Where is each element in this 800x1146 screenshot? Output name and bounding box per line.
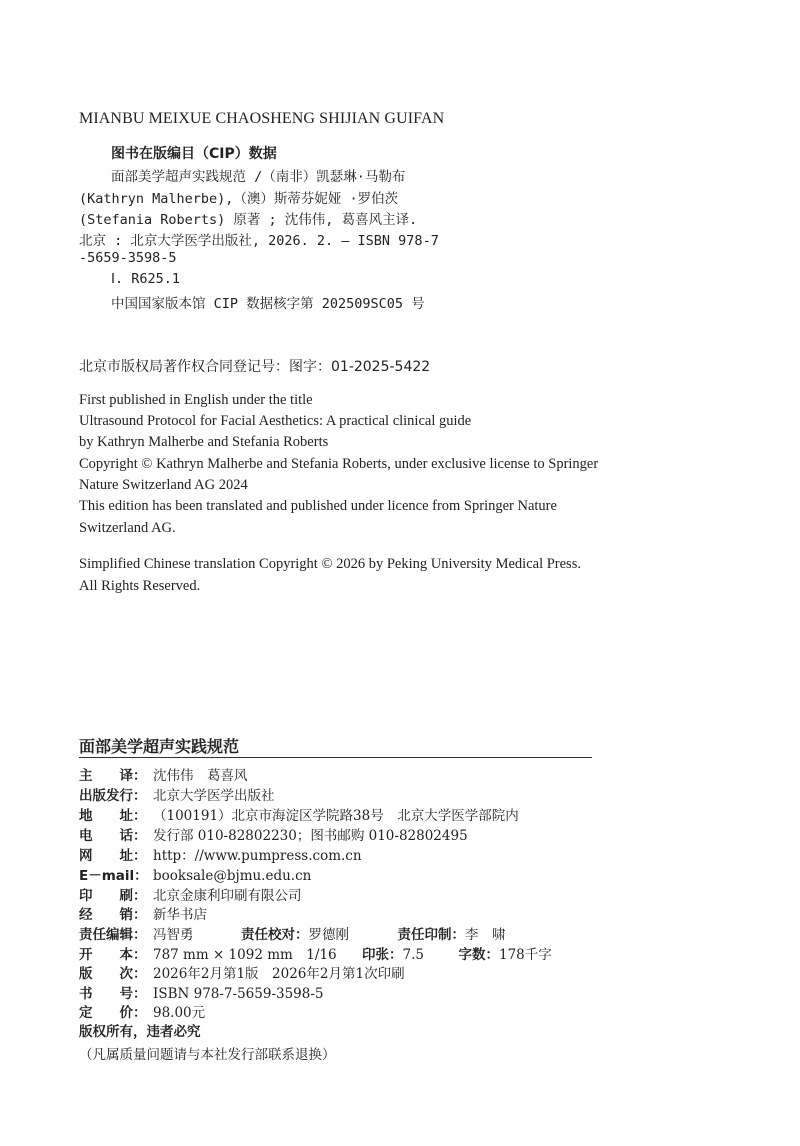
- cip-number: 中国国家版本馆 CIP 数据核字第 202509SC05 号: [111, 296, 425, 312]
- email-value: booksale@bjmu.edu.cn: [153, 868, 312, 884]
- row-address: [79, 804, 519, 824]
- website-value: http：//www.pumpress.com.cn: [153, 848, 362, 864]
- print-resp-label: 责任印制：: [397, 927, 465, 943]
- english-line: First published in English under the title: [79, 392, 313, 408]
- row-isbn: [79, 982, 324, 1002]
- english-line: This edition has been translated and published under licence from Springer Nature: [79, 498, 557, 514]
- row-phone: [79, 824, 468, 844]
- row-publisher: [79, 784, 275, 804]
- row-edition: [79, 962, 405, 982]
- proof-label: 责任校对：: [241, 927, 309, 943]
- isbn-value: ISBN 978-7-5659-3598-5: [153, 986, 324, 1002]
- cip-line: (Stefania Roberts) 原著 ; 沈伟伟, 葛喜风主译.: [79, 212, 418, 228]
- isbn-label: 书 号：: [79, 986, 147, 1002]
- cip-classification: Ⅰ. R625.1: [111, 271, 181, 287]
- row-distributor: [79, 903, 207, 923]
- translation-line: Simplified Chinese translation Copyright © 2026 by Peking University Medical Press.: [79, 556, 581, 572]
- cip-line: -5659-3598-5: [79, 250, 177, 266]
- website-label: 网 址：: [79, 848, 147, 864]
- copyright-registration: 北京市版权局著作权合同登记号：图字：01-2025-5422: [79, 359, 431, 375]
- phone-value: 发行部 010-82802230；图书邮购 010-82802495: [153, 828, 468, 844]
- rights-notice: 版权所有，违者必究: [79, 1024, 201, 1040]
- distributor-label: 经 销：: [79, 907, 147, 923]
- row-responsibility: [79, 923, 506, 943]
- row-format: [79, 943, 552, 963]
- printer-value: 北京金康利印刷有限公司: [153, 888, 302, 904]
- return-note: （凡属质量问题请与本社发行部联系退换）: [79, 1047, 336, 1063]
- cip-line: (Kathryn Malherbe),（澳）斯蒂芬妮娅 ·罗伯茨: [79, 191, 399, 207]
- format-label: 开 本：: [79, 947, 147, 963]
- price-label: 定 价：: [79, 1005, 147, 1021]
- edition-value: 2026年2月第1版 2026年2月第1次印刷: [153, 966, 405, 982]
- title-divider: [79, 757, 592, 758]
- cip-line: 北京 : 北京大学医学出版社, 2026. 2. — ISBN 978-7: [79, 233, 439, 249]
- format-value: 787 mm × 1092 mm 1/16: [153, 947, 337, 963]
- distributor-value: 新华书店: [153, 907, 207, 923]
- book-title: 面部美学超声实践规范: [79, 737, 240, 756]
- translator-value: 沈伟伟 葛喜风: [153, 768, 248, 784]
- sheets-value: 7.5: [402, 947, 424, 963]
- sheets-label: 印张：: [362, 947, 403, 963]
- english-line: Copyright © Kathryn Malherbe and Stefania Roberts, under exclusive license to Springer: [79, 456, 599, 472]
- pinyin-title: MIANBU MEIXUE CHAOSHENG SHIJIAN GUIFAN: [79, 110, 445, 127]
- row-price: [79, 1001, 205, 1021]
- row-email: [79, 864, 311, 884]
- translation-line: All Rights Reserved.: [79, 578, 201, 594]
- edition-label: 版 次：: [79, 966, 147, 982]
- row-translator: [79, 764, 248, 784]
- cip-heading: 图书在版编目（CIP）数据: [111, 146, 277, 162]
- cip-line: 面部美学超声实践规范 /（南非）凯瑟琳·马勒布: [111, 169, 406, 185]
- row-website: [79, 844, 362, 864]
- email-label: E－mail：: [79, 868, 148, 884]
- editor-value: 冯智勇: [153, 927, 194, 943]
- english-line: by Kathryn Malherbe and Stefania Roberts: [79, 434, 329, 450]
- words-label: 字数：: [458, 947, 499, 963]
- price-value: 98.00元: [153, 1005, 206, 1021]
- publisher-label: 出版发行：: [79, 788, 147, 804]
- words-value: 178千字: [499, 947, 552, 963]
- address-value: （100191）北京市海淀区学院路38号 北京大学医学部院内: [153, 808, 519, 824]
- translator-label: 主 译：: [79, 768, 147, 784]
- address-label: 地 址：: [79, 808, 147, 824]
- printer-label: 印 刷：: [79, 888, 147, 904]
- publisher-value: 北京大学医学出版社: [153, 788, 275, 804]
- print-resp-value: 李 啸: [465, 927, 506, 943]
- english-line: Switzerland AG.: [79, 520, 176, 536]
- row-printer: [79, 884, 302, 904]
- phone-label: 电 话：: [79, 828, 147, 844]
- editor-label: 责任编辑：: [79, 927, 147, 943]
- english-line: Ultrasound Protocol for Facial Aesthetics: A practical clinical guide: [79, 413, 472, 429]
- english-line: Nature Switzerland AG 2024: [79, 477, 248, 493]
- proof-value: 罗德刚: [308, 927, 349, 943]
